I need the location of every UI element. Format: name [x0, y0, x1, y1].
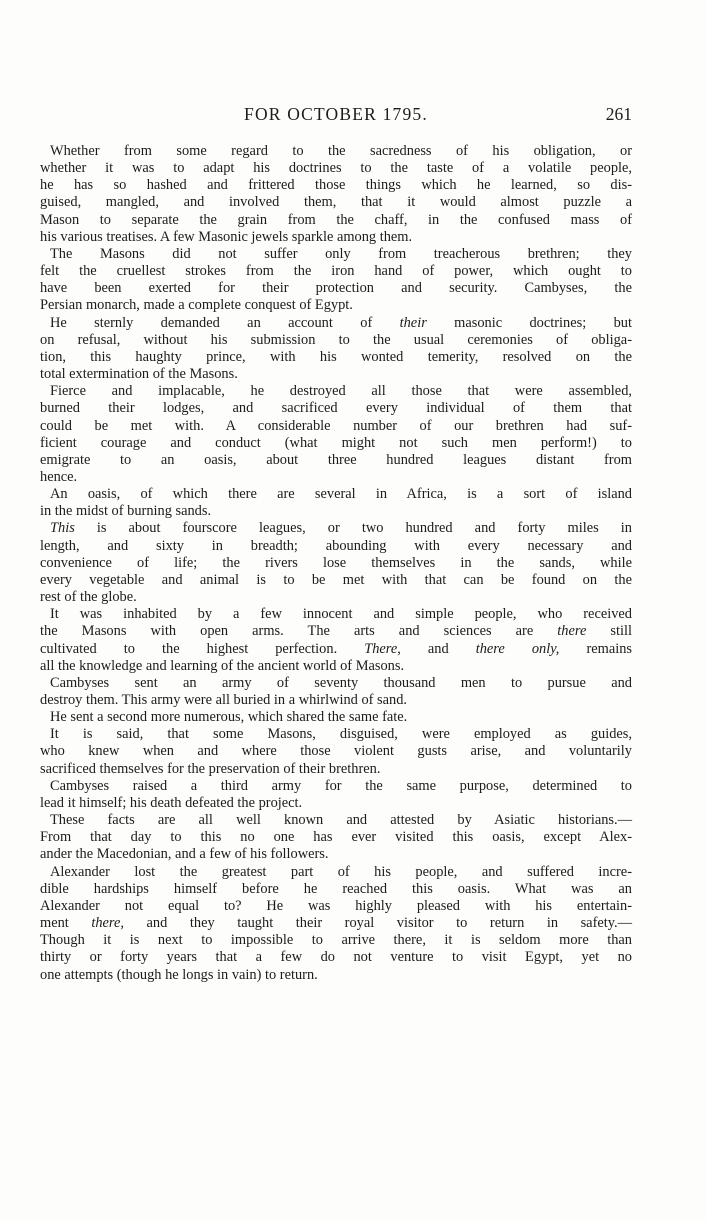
- text-line: one attempts (though he longs in vain) to return.: [40, 966, 318, 983]
- page-header: [40, 104, 632, 132]
- text-line: Alexander lost the greatest part of his people, and suffered incre-: [50, 863, 632, 880]
- paragraph: [40, 778, 632, 812]
- text-line: felt the cruellest strokes from the iron hand of power, which ought to: [40, 263, 632, 280]
- text-line: who knew when and where those violent gusts arise, and voluntarily: [40, 743, 632, 760]
- paragraph: [40, 812, 632, 863]
- text-line: He sent a second more numerous, which shared the same fate.: [50, 709, 408, 726]
- text-line: on refusal, without his submission to the usual ceremonies of obliga-: [40, 331, 632, 348]
- text-line: he has so hashed and frittered those things which he learned, so dis-: [40, 177, 632, 194]
- paragraph: [40, 726, 632, 777]
- page-number: 261: [605, 104, 632, 124]
- text-line: This is about fourscore leagues, or two hundred and forty miles in: [50, 520, 632, 537]
- text-line: From that day to this no one has ever visited this oasis, except Alex-: [40, 829, 632, 846]
- paragraph: [40, 143, 632, 246]
- text-line: Cambyses sent an army of seventy thousand men to pursue and: [50, 674, 632, 691]
- paragraph: [40, 675, 632, 709]
- text-line: length, and sixty in breadth; abounding with every necessary and: [40, 537, 632, 554]
- text-line: rest of the globe.: [40, 589, 137, 606]
- paragraph: [40, 520, 632, 606]
- paragraph: [40, 383, 632, 486]
- text-line: emigrate to an oasis, about three hundred leagues distant from: [40, 451, 632, 468]
- text-line: lead it himself; his death defeated the project.: [40, 794, 303, 811]
- text-line: Alexander not equal to? He was highly pleased with his entertain-: [40, 897, 632, 914]
- text-line: These facts are all well known and attested by Asiatic historians.—: [50, 812, 632, 829]
- text-line: It was inhabited by a few innocent and simple people, who received: [50, 606, 632, 623]
- text-line: have been exerted for their protection and security. Cambyses, the: [40, 280, 632, 297]
- text-line: Cambyses raised a third army for the same purpose, determined to: [50, 777, 632, 794]
- paragraph: [40, 606, 632, 675]
- paragraph: [40, 246, 632, 315]
- text-line: hence.: [40, 468, 78, 485]
- text-line: cultivated to the highest perfection. There, and there only, remains: [40, 640, 632, 657]
- text-line: the Masons with open arms. The arts and sciences are there still: [40, 623, 632, 640]
- paragraph: [40, 709, 632, 726]
- running-title: FOR OCTOBER 1795.: [244, 104, 428, 124]
- text-line: Though it is next to impossible to arrive there, it is seldom more than: [40, 932, 632, 949]
- text-line: thirty or forty years that a few do not venture to visit Egypt, yet no: [40, 949, 632, 966]
- text-line: Whether from some regard to the sacredness of his obligation, or: [50, 143, 632, 159]
- text-line: ander the Macedonian, and a few of his followers.: [40, 846, 329, 863]
- text-line: every vegetable and animal is to be met with that can be found on the: [40, 571, 632, 588]
- text-line: burned their lodges, and sacrificed every individual of them that: [40, 400, 632, 417]
- text-line: sacrificed themselves for the preservation of their brethren.: [40, 760, 381, 777]
- text-line: An oasis, of which there are several in Africa, is a sort of island: [50, 486, 632, 503]
- text-line: could be met with. A considerable number of our brethren had suf-: [40, 417, 632, 434]
- body-text: [40, 143, 632, 984]
- text-line: whether it was to adapt his doctrines to the taste of a volatile people,: [40, 160, 632, 177]
- text-line: ment there, and they taught their royal visitor to return in safety.—: [40, 915, 632, 932]
- text-line: Fierce and implacable, he destroyed all those that were assembled,: [50, 383, 632, 400]
- paragraph: [40, 864, 632, 984]
- text-line: He sternly demanded an account of their masonic doctrines; but: [50, 314, 632, 331]
- text-line: Mason to separate the grain from the chaff, in the confused mass of: [40, 211, 632, 228]
- paragraph: [40, 486, 632, 520]
- text-line: ficient courage and conduct (what might not such men perform!) to: [40, 434, 632, 451]
- text-line: It is said, that some Masons, disguised, were employed as guides,: [50, 726, 632, 743]
- text-line: in the midst of burning sands.: [40, 503, 212, 520]
- paragraph: [40, 315, 632, 384]
- text-line: convenience of life; the rivers lose themselves in the sands, while: [40, 554, 632, 571]
- text-line: dible hardships himself before he reached this oasis. What was an: [40, 880, 632, 897]
- text-line: tion, this haughty prince, with his wonted temerity, resolved on the: [40, 348, 632, 365]
- text-line: The Masons did not suffer only from treacherous brethren; they: [50, 245, 632, 262]
- text-line: Persian monarch, made a complete conquest of Egypt.: [40, 297, 353, 314]
- text-line: all the knowledge and learning of the ancient world of Masons.: [40, 657, 405, 674]
- text-line: total extermination of the Masons.: [40, 366, 238, 383]
- text-line: destroy them. This army were all buried in a whirlwind of sand.: [40, 692, 408, 708]
- text-line: guised, mangled, and involved them, that it would almost puzzle a: [40, 194, 632, 211]
- text-line: his various treatises. A few Masonic jewels sparkle among them.: [40, 228, 413, 245]
